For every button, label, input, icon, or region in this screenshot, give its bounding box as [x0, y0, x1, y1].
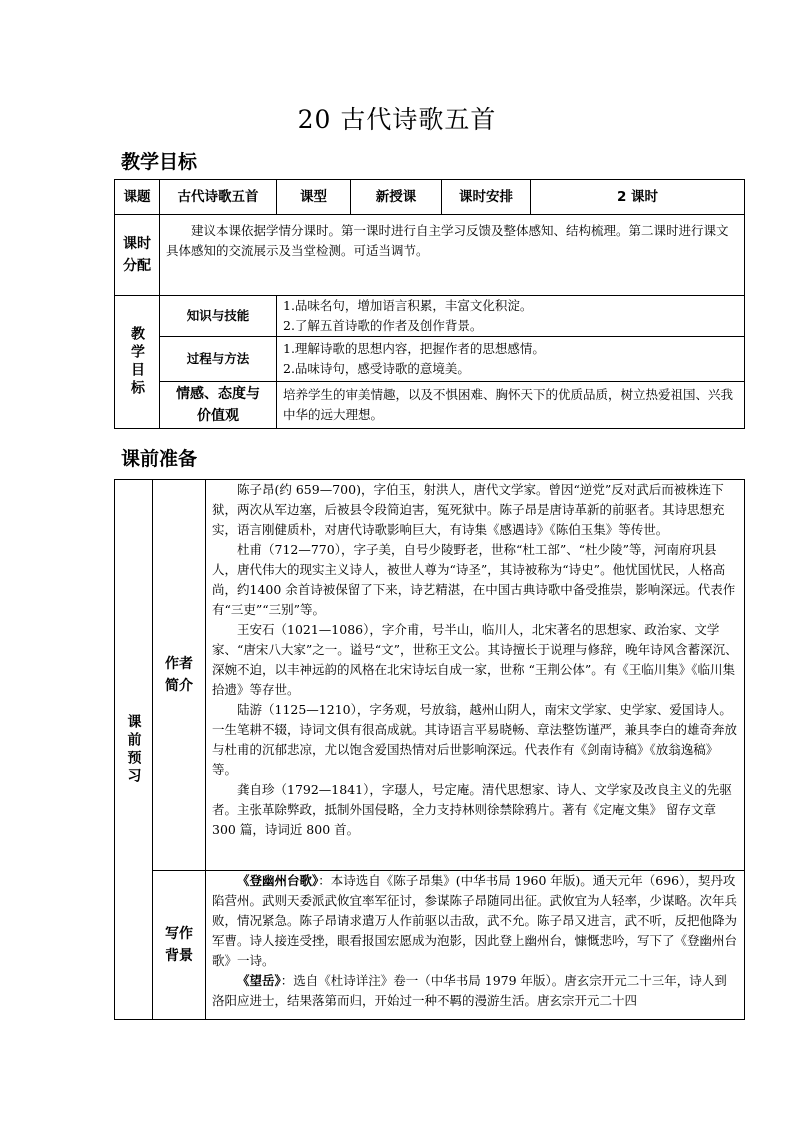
background-dengyouzhou: 《登幽州台歌》：本诗选自《陈子昂集》(中华书局 1960 年版)。通天元年（696），契丹攻陷营州。武则天委派武攸宜率军征讨，参谋陈子昂随同出征。武攸宜为人轻率，少谋略。次年兵败，情况紧急。陈子昂请求遣万人作前驱以击敌，武不允。陈子昂又进言，武不听，反把他降为军曹。诗人接连受挫，眼看报国宏愿成为泡影，因此登上幽州台，慷慨悲吟，写下了《登幽州台歌》一诗。 [212, 873, 738, 968]
section-heading-preparation: 课前准备 [121, 448, 198, 470]
section-heading-teaching-goals: 教学目标 [121, 151, 198, 173]
authors-content [206, 480, 745, 871]
goal-knowledge-content: 1.品味名句，增加语言积累，丰富文化积淀。 2.了解五首诗歌的作者及创作背景。 [277, 296, 745, 337]
background-wangyue: 《望岳》：选自《杜诗详注》卷一（中华书局 1979 年版）。唐玄宗开元二十三年，诗人到洛阳应进士，结果落第而归，开始过一种不羁的漫游生活。唐玄宗开元二十四 [212, 973, 727, 1008]
allocation-text: 建议本课依据学情分课时。第一课时进行自主学习反馈及整体感知、结构梳理。第二课时进行课文具体感知的交流展示及当堂检测。可适当调节。 [160, 215, 745, 296]
subject-value: 古代诗歌五首 [160, 180, 277, 215]
subject-label: 课题 [115, 180, 160, 215]
author-gong-zizhen: 龚自珍（1792—1841），字璱人，号定庵。清代思想家、诗人、文学家及改良主义的先驱者。主张革除弊政，抵制外国侵略，全力支持林则徐禁除鸦片。著有《定庵文集》 留存文章 300 篇，诗词近 800 首。 [212, 782, 732, 837]
goal-emotion-label: 情感、态度与 价值观 [160, 382, 277, 429]
background-content [206, 871, 745, 1020]
author-wang-anshi: 王安石（1021—1086），字介甫，号半山，临川人，北宋著名的思想家、政治家、文学家、“唐宋八大家”之一。谥号“文”，世称王文公。其诗擅长于说理与修辞，晚年诗风含蓄深沉、深婉不迫，以丰神远韵的风格在北宋诗坛自成一家，世称 “王荆公体”。有《王临川集》《临川集拾遗》等存世。 [212, 622, 738, 697]
document-title: 20 古代诗歌五首 [297, 105, 497, 134]
goal-knowledge-label: 知识与技能 [160, 296, 277, 337]
teaching-goals-table [114, 179, 745, 429]
preparation-table [114, 479, 745, 1020]
goal-emotion-content: 培养学生的审美情趣，以及不惧困难、胸怀天下的优质品质，树立热爱祖国、兴我中华的远大理想。 [277, 382, 745, 429]
author-lu-you: 陆游（1125—1210），字务观，号放翁，越州山阴人，南宋文学家、史学家、爱国诗人。一生笔耕不辍，诗词文俱有很高成就。其诗语言平易晓畅、章法整饬谨严，兼具李白的雄奇奔放与杜甫的沉郁悲凉，尤以饱含爱国热情对后世影响深远。代表作有《剑南诗稿》《放翁逸稿》等。 [212, 702, 738, 777]
background-label: 写作 背景 [153, 871, 206, 1020]
type-value: 新授课 [351, 180, 442, 215]
type-label: 课型 [277, 180, 351, 215]
schedule-label: 课时安排 [442, 180, 531, 215]
schedule-value: 2 课时 [531, 180, 745, 215]
goals-side-label: 教学目标 [115, 296, 160, 429]
authors-label: 作者 简介 [153, 480, 206, 871]
prep-side-label: 课前预习 [115, 480, 153, 1020]
author-du-fu: 杜甫（712—770），字子美，自号少陵野老，世称“杜工部”、“杜少陵”等，河南府巩县人，唐代伟大的现实主义诗人，被世人尊为“诗圣”，其诗被称为“诗史”。他忧国忧民，人格高尚，约1400 余首诗被保留了下来，诗艺精湛，在中国古典诗歌中备受推崇，影响深远。代表作有“三吏”“三别”等。 [212, 542, 736, 617]
allocation-label: 课时 分配 [115, 215, 160, 296]
goal-process-content: 1.理解诗歌的思想内容，把握作者的思想感情。 2.品味诗句，感受诗歌的意境美。 [277, 337, 745, 382]
author-chen-ziang: 陈子昂(约 659—700)，字伯玉，射洪人，唐代文学家。曾因“逆党”反对武后而被株连下狱，两次从军边塞，后被县令段简迫害，冤死狱中。陈子昂是唐诗革新的前驱者。其诗思想充实，语言刚健质朴，对唐代诗歌影响巨大，有诗集《感遇诗》《陈伯玉集》等传世。 [212, 482, 725, 537]
goal-process-label: 过程与方法 [160, 337, 277, 382]
